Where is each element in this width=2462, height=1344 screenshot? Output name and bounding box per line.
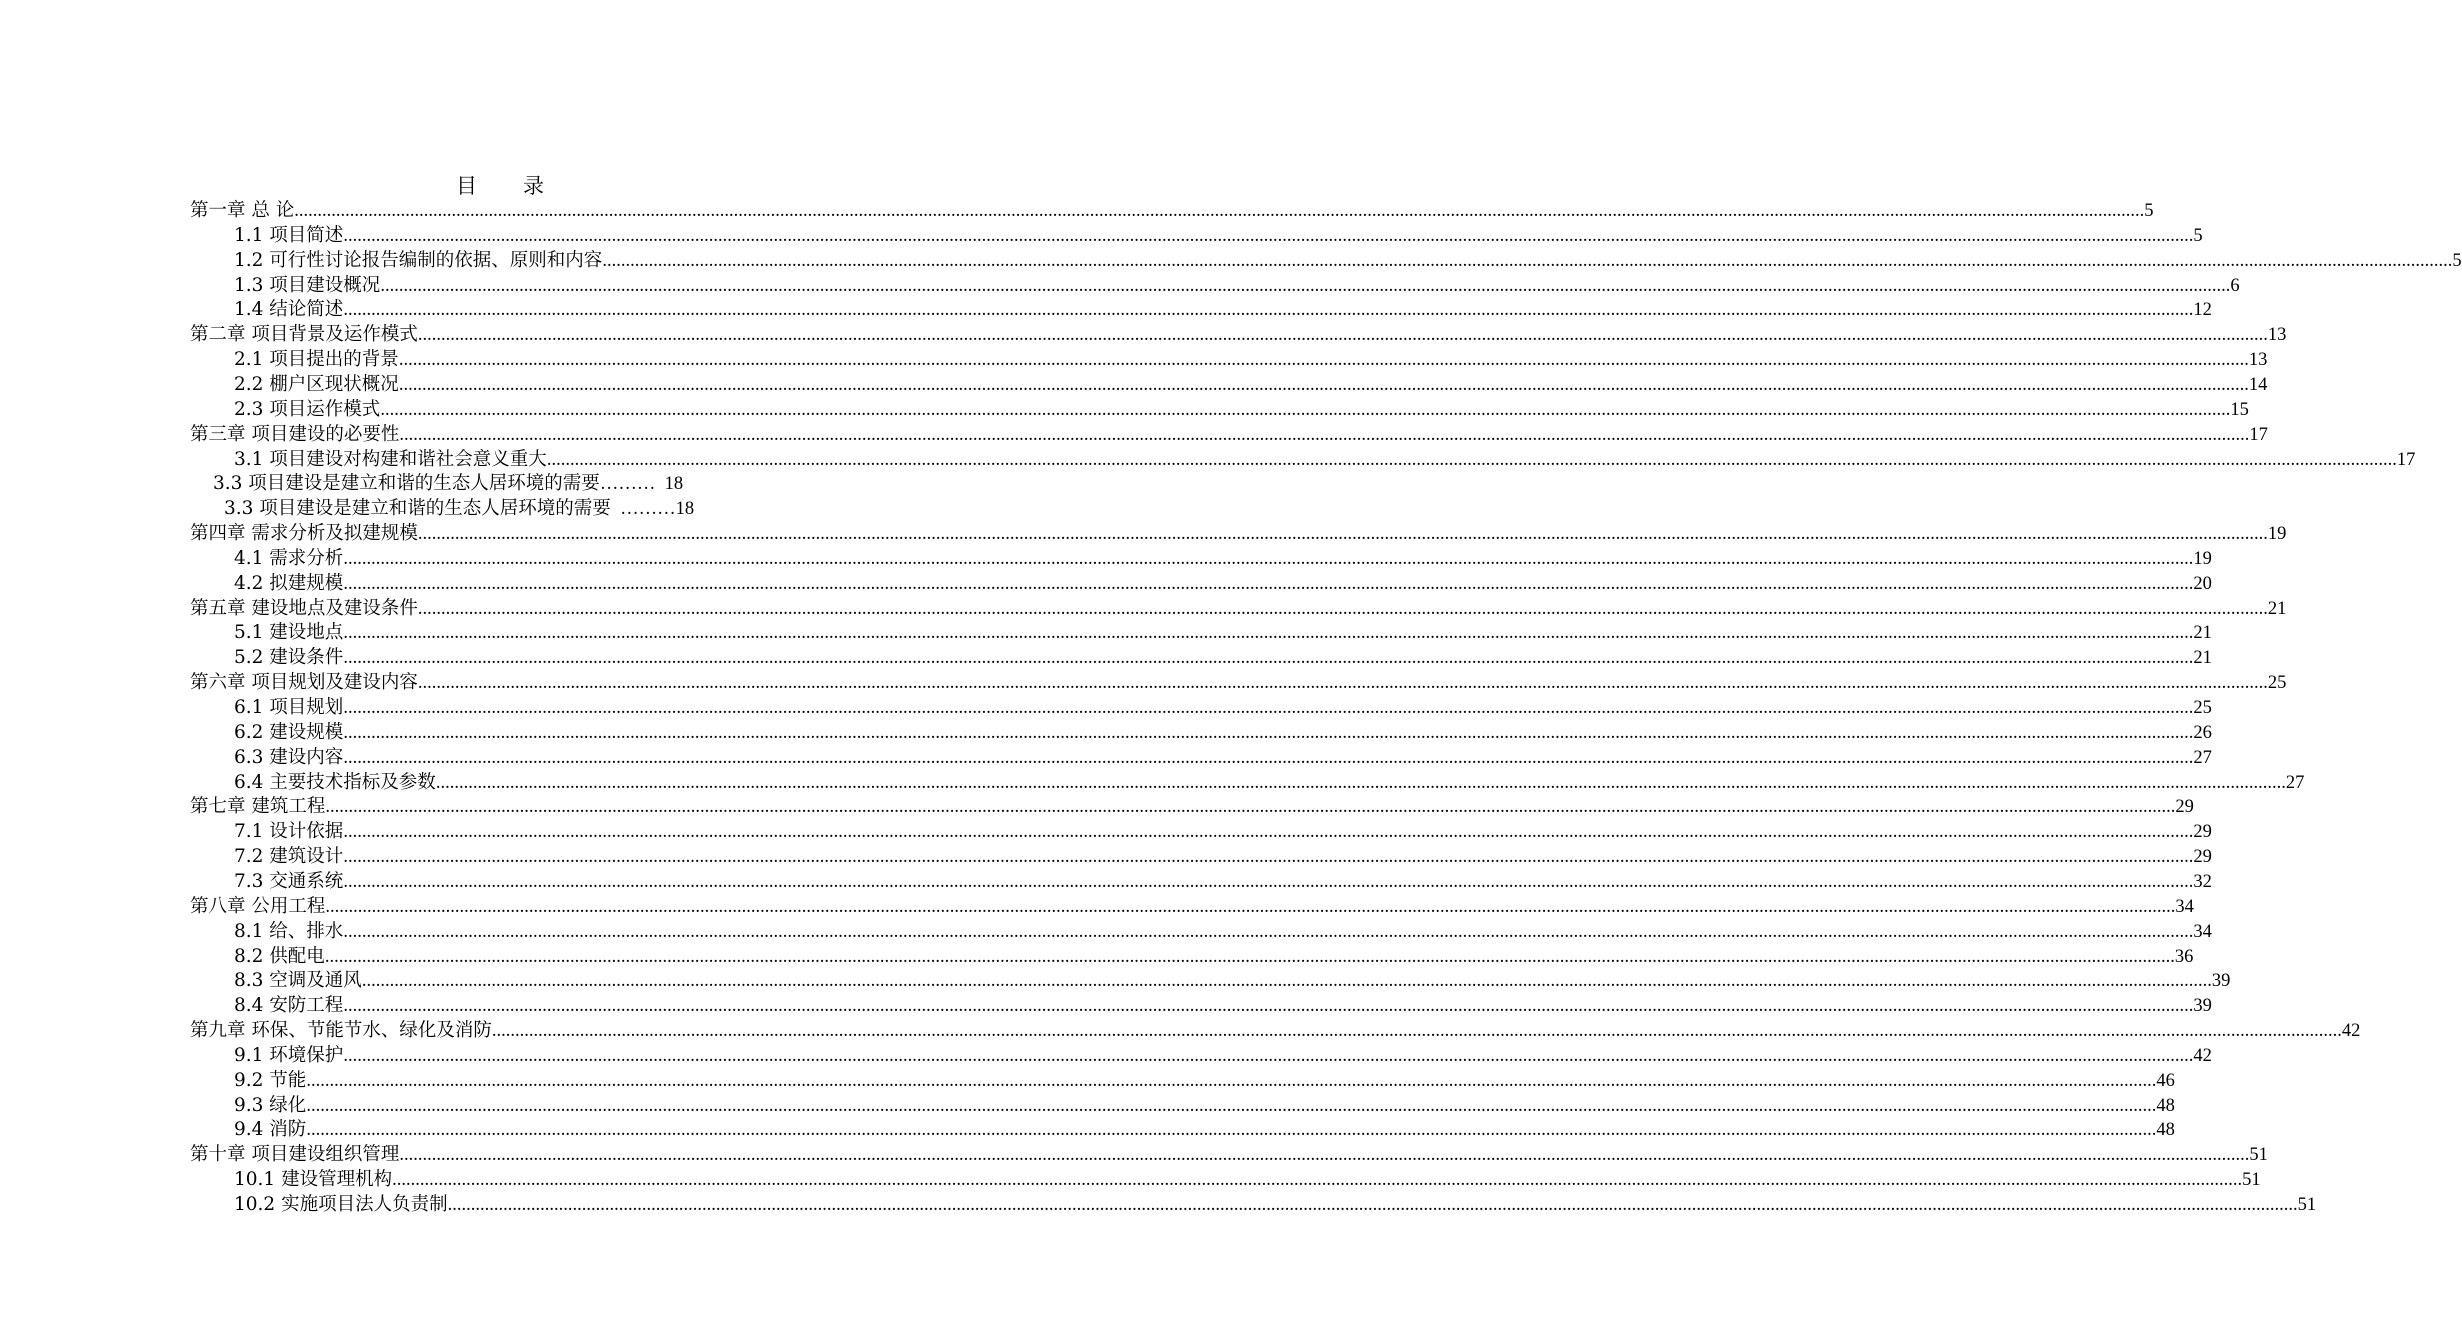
toc-page-number: 39 [2211,971,2231,992]
toc-section-entry[interactable] [234,869,2212,894]
toc-dot-leader: ................................................................................................................................................................................................................................................................................................................................................................................................................ [325,797,2176,818]
toc-entry-label: 1.1 项目简述 [234,224,344,246]
toc-dot-leader: ................................................................................................................................................................................................................................................................................................................................................................................................................ [325,896,2176,917]
toc-entry-label: 8.3 空调及通风 [234,970,362,992]
toc-entry-label: 4.1 需求分析 [234,547,344,569]
toc-page-number: 21 [2193,648,2212,669]
toc-section-entry[interactable] [234,968,2231,993]
toc-dot-leader: ................................................................................................................................................................................................................................................................................................................................................................................................................ [399,424,2250,445]
toc-dot-leader: ................................................................................................................................................................................................................................................................................................................................................................................................................ [343,871,2194,892]
toc-section-entry[interactable] [234,695,2212,720]
toc-page-number: 36 [2174,946,2194,967]
toc-page-number: 32 [2193,871,2212,892]
toc-page-number: 17 [2249,424,2268,445]
toc-page-number: 46 [2156,1070,2175,1091]
toc-section-entry[interactable] [234,397,2249,422]
toc-entry-label: 第八章 公用工程 [190,895,326,917]
toc-section-entry[interactable] [234,844,2212,869]
toc-dot-leader: ................................................................................................................................................................................................................................................................................................................................................................................................................ [343,225,2194,246]
toc-entry-label: 3.3 项目建设是建立和谐的生态人居环境的需要 [213,473,600,495]
toc-entry-label: 7.3 交通系统 [234,870,344,892]
toc-page-number: 29 [2193,847,2212,868]
toc-section-entry[interactable] [224,496,769,521]
toc-dot-leader: ................................................................................................................................................................................................................................................................................................................................................................................................................ [343,698,2194,718]
toc-page-number: 34 [2175,896,2194,917]
toc-section-entry[interactable] [234,1043,2212,1068]
toc-page-number: 25 [2193,698,2212,718]
toc-section-entry[interactable] [234,273,2240,298]
toc-entry-label: 10.1 建设管理机构 [234,1169,393,1191]
toc-page-number: 17 [2396,449,2416,470]
toc-entry-label: 1.3 项目建设概况 [234,274,381,296]
toc-chapter-entry[interactable] [190,1018,2361,1043]
toc-section-entry[interactable] [234,770,2305,795]
toc-section-entry[interactable] [234,447,2416,472]
toc-entry-label: 8.1 给、排水 [234,920,344,942]
toc-page-number: 42 [2193,1045,2212,1066]
toc-page-number: 51 [2249,1145,2268,1166]
toc-section-entry[interactable] [234,1117,2175,1142]
toc-dot-leader: ................................................................................................................................................................................................................................................................................................................................................................................................................ [380,399,2231,420]
toc-chapter-entry[interactable] [190,198,2154,223]
toc-dot-leader: ................................................................................................................................................................................................................................................................................................................................................................................................................ [343,847,2194,868]
toc-page-number: 27 [2193,747,2212,768]
toc-page-number: 29 [2193,822,2212,843]
toc-entry-label: 1.2 可行性讨论报告编制的依据、原则和内容 [234,249,603,271]
toc-page-number: 25 [2267,673,2287,694]
toc-section-entry[interactable] [234,347,2268,372]
toc-page-number: 51 [2297,1195,2317,1215]
toc-page-number: 5 [2193,225,2203,246]
toc-dot-leader: ................................................................................................................................................................................................................................................................................................................................................................................................................ [306,1095,2157,1116]
toc-entry-label: 9.1 环境保护 [234,1044,344,1066]
toc-section-entry[interactable] [234,546,2212,571]
toc-page-number: 21 [2267,598,2287,619]
toc-dot-leader: ................................................................................................................................................................................................................................................................................................................................................................................................................ [343,573,2194,594]
toc-title [0,172,1000,200]
toc-entry-label: 9.2 节能 [234,1069,307,1091]
toc-entry-label: 5.1 建设地点 [234,622,344,644]
toc-entry-label: 2.3 项目运作模式 [234,398,381,420]
toc-page-number: 5 [2144,201,2154,221]
toc-page-number: 15 [2230,399,2249,420]
toc-section-entry[interactable] [234,645,2212,670]
toc-page-number: 29 [2175,797,2194,818]
toc-entry-label: 7.2 建筑设计 [234,846,344,868]
toc-dot-leader: ................................................................................................................................................................................................................................................................................................................................................................................................................ [343,921,2194,942]
toc-entry-label: 10.2 实施项目法人负责制 [234,1194,448,1215]
toc-title-char-1: 目 [456,174,477,198]
toc-dot-leader: ................................................................................................................................................................................................................................................................................................................................................................................................................ [306,1120,2157,1141]
toc-dot-leader: ................................................................................................................................................................................................................................................................................................................................................................................................................ [602,250,2453,271]
toc-entry-label: 4.2 拟建规模 [234,572,344,594]
toc-section-entry[interactable] [234,745,2212,770]
toc-dot-leader: ................................................................................................................................................................................................................................................................................................................................................................................................................ [399,1145,2250,1166]
toc-entry-label: 第四章 需求分析及拟建规模 [190,523,418,545]
toc-title-char-2: 录 [523,174,544,198]
toc-dot-leader: ................................................................................................................................................................................................................................................................................................................................................................................................................ [343,822,2194,843]
toc-section-entry[interactable] [234,1192,2317,1217]
toc-section-entry[interactable] [234,248,2462,273]
toc-page-number: 19 [2193,548,2212,569]
toc-page-number: 13 [2267,325,2287,346]
toc-dot-leader: ................................................................................................................................................................................................................................................................................................................................................................................................................ [294,201,2145,221]
toc-entry-label: 9.3 绿化 [234,1094,307,1116]
toc-section-entry[interactable] [234,720,2212,745]
toc-chapter-entry[interactable] [190,322,2287,347]
toc-page-number: 51 [2242,1170,2261,1191]
toc-dot-leader: ................................................................................................................................................................................................................................................................................................................................................................................................................ [343,300,2194,321]
toc-entry-label: 8.2 供配电 [234,945,325,967]
toc-entry-label: 第七章 建筑工程 [190,796,326,818]
toc-page-number: 13 [2248,350,2268,371]
toc-section-entry[interactable] [234,571,2212,596]
toc-dot-leader: ................................................................................................................................................................................................................................................................................................................................................................................................................ [343,996,2194,1017]
toc-dot-leader: ................................................................................................................................................................................................................................................................................................................................................................................................................ [491,1021,2342,1042]
toc-chapter-entry[interactable] [190,670,2287,695]
toc-dot-leader: ................................................................................................................................................................................................................................................................................................................................................................................................................ [398,350,2249,371]
toc-page-number: 12 [2193,300,2212,321]
toc-entry-label: 第九章 环保、节能节水、绿化及消防 [190,1020,492,1042]
toc-section-entry[interactable] [234,223,2203,248]
toc-entry-label: 6.4 主要技术指标及参数 [234,771,436,793]
toc-section-entry[interactable] [234,1093,2175,1118]
toc-chapter-entry[interactable] [190,422,2268,447]
toc-chapter-entry[interactable] [190,894,2194,919]
toc-entry-label: 3.3 项目建设是建立和谐的生态人居环境的需要 [224,498,611,520]
toc-page-number: 5 [2452,250,2462,271]
toc-dot-leader: ................................................................................................................................................................................................................................................................................................................................................................................................................ [417,524,2268,545]
toc-page-number: 20 [2193,573,2212,594]
toc-page-number: 26 [2193,722,2212,743]
toc-page-number: 48 [2156,1095,2175,1116]
toc-dot-leader: ................................................................................................................................................................................................................................................................................................................................................................................................................ [417,598,2268,619]
toc-dot-leader: ................................................................................................................................................................................................................................................................................................................................................................................................................ [546,449,2397,470]
toc-entry-leader-page: ………18 [610,499,695,520]
toc-section-entry[interactable] [234,372,2268,397]
toc-entry-label: 6.3 建设内容 [234,746,344,768]
toc-section-entry[interactable] [234,297,2212,322]
toc-entry-label: 3.1 项目建设对构建和谐社会意义重大 [234,448,547,470]
toc-dot-leader: ................................................................................................................................................................................................................................................................................................................................................................................................................ [306,1070,2157,1091]
toc-dot-leader: ................................................................................................................................................................................................................................................................................................................................................................................................................ [398,374,2249,395]
toc-chapter-entry[interactable] [190,1142,2268,1167]
toc-dot-leader: ................................................................................................................................................................................................................................................................................................................................................................................................................ [343,623,2194,644]
toc-page-number: 19 [2267,524,2287,545]
toc-page-number: 21 [2193,623,2212,644]
toc-dot-leader: ................................................................................................................................................................................................................................................................................................................................................................................................................ [392,1170,2243,1191]
toc-dot-leader: ................................................................................................................................................................................................................................................................................................................................................................................................................ [380,275,2231,296]
toc-section-entry[interactable] [234,919,2212,944]
toc-section-entry[interactable] [234,1167,2261,1192]
toc-page-number: 6 [2230,275,2240,296]
toc-page-number: 39 [2193,996,2212,1017]
toc-entry-label: 第六章 项目规划及建设内容 [190,672,418,694]
toc-entry-label: 7.1 设计依据 [234,821,344,843]
toc-entry-label: 2.2 棚户区现状概况 [234,373,399,395]
toc-section-entry[interactable] [234,1068,2175,1093]
toc-entry-label: 第五章 建设地点及建设条件 [190,597,418,619]
toc-dot-leader: ................................................................................................................................................................................................................................................................................................................................................................................................................ [435,772,2286,793]
toc-dot-leader: ................................................................................................................................................................................................................................................................................................................................................................................................................ [343,548,2194,569]
toc-section-entry[interactable] [234,993,2212,1018]
toc-entry-label: 第一章 总 论 [190,200,295,221]
toc-entry-label: 9.4 消防 [234,1119,307,1141]
toc-entry-label: 2.1 项目提出的背景 [234,349,399,371]
toc-entry-label: 第十章 项目建设组织管理 [190,1144,400,1166]
toc-dot-leader: ................................................................................................................................................................................................................................................................................................................................................................................................................ [343,648,2194,669]
toc-dot-leader: ................................................................................................................................................................................................................................................................................................................................................................................................................ [343,722,2194,743]
toc-section-entry[interactable] [213,471,773,496]
toc-page-number: 14 [2248,374,2268,395]
toc-page-number: 42 [2341,1021,2361,1042]
toc-dot-leader: ................................................................................................................................................................................................................................................................................................................................................................................................................ [343,747,2194,768]
toc-entry-label: 1.4 结论简述 [234,299,344,321]
toc-chapter-entry[interactable] [190,794,2194,819]
toc-dot-leader: ................................................................................................................................................................................................................................................................................................................................................................................................................ [361,971,2212,992]
toc-page-number: 48 [2156,1120,2175,1141]
toc-entry-leader-page: ……… 18 [599,474,684,495]
toc-entry-label: 6.2 建设规模 [234,721,344,743]
toc-dot-leader: ................................................................................................................................................................................................................................................................................................................................................................................................................ [324,946,2175,967]
toc-dot-leader: ................................................................................................................................................................................................................................................................................................................................................................................................................ [447,1195,2298,1215]
toc-dot-leader: ................................................................................................................................................................................................................................................................................................................................................................................................................ [417,673,2268,694]
toc-entry-label: 第三章 项目建设的必要性 [190,423,400,445]
toc-chapter-entry[interactable] [190,521,2287,546]
toc-chapter-entry[interactable] [190,596,2287,621]
toc-dot-leader: ................................................................................................................................................................................................................................................................................................................................................................................................................ [417,325,2268,346]
toc-entry-label: 8.4 安防工程 [234,995,344,1017]
toc-entry-label: 第二章 项目背景及运作模式 [190,324,418,346]
toc-section-entry[interactable] [234,620,2212,645]
toc-entry-label: 6.1 项目规划 [234,697,344,718]
toc-section-entry[interactable] [234,819,2212,844]
toc-dot-leader: ................................................................................................................................................................................................................................................................................................................................................................................................................ [343,1045,2194,1066]
toc-page-number: 27 [2285,772,2305,793]
toc-section-entry[interactable] [234,944,2194,969]
toc-page-number: 34 [2193,921,2212,942]
toc-entry-label: 5.2 建设条件 [234,647,344,669]
